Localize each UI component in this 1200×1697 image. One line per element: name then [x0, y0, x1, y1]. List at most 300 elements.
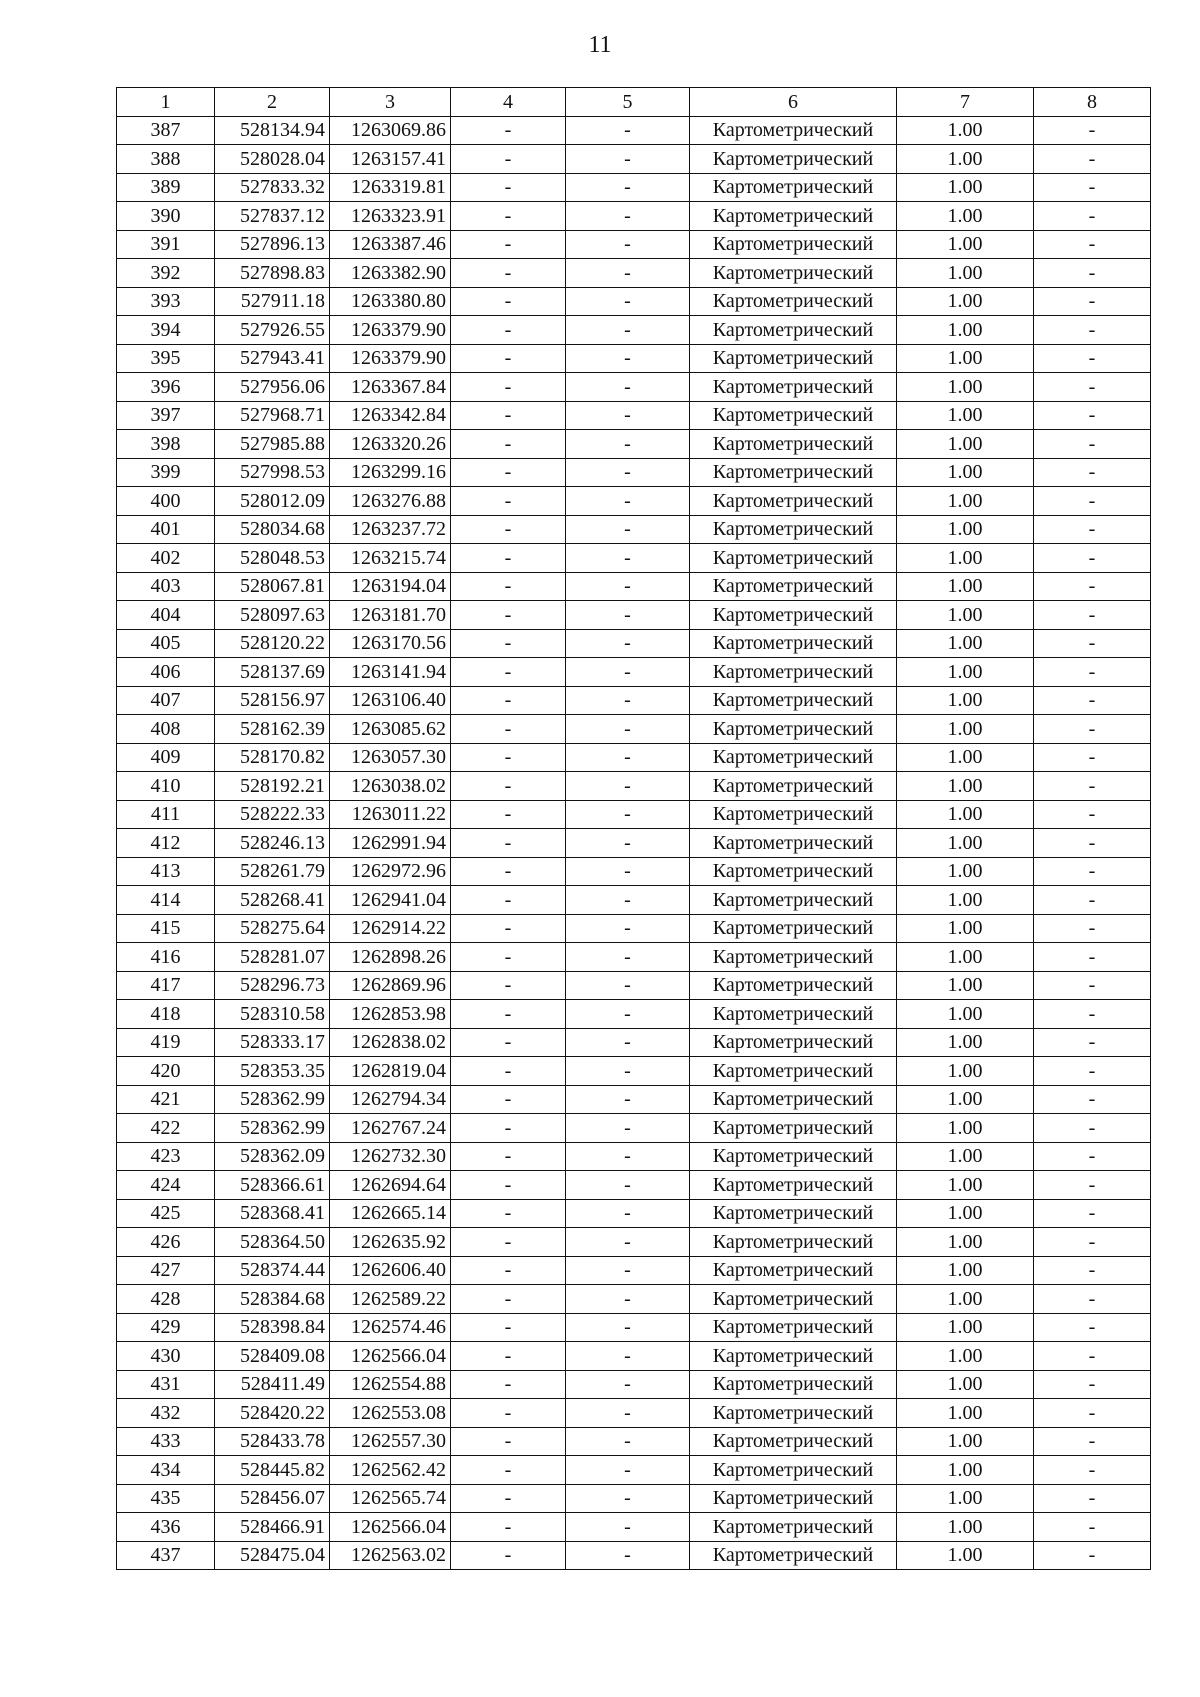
accuracy: 1.00	[897, 800, 1034, 829]
column-5-value: -	[566, 1000, 690, 1029]
accuracy: 1.00	[897, 202, 1034, 231]
coordinate-x: 528433.78	[215, 1427, 330, 1456]
coordinate-y: 1263323.91	[330, 202, 451, 231]
point-number: 416	[117, 943, 215, 972]
table-row	[117, 173, 1151, 202]
column-4-value: -	[451, 743, 566, 772]
table-row	[117, 116, 1151, 145]
column-4-value: -	[451, 1427, 566, 1456]
column-4-value: -	[451, 515, 566, 544]
point-number: 394	[117, 316, 215, 345]
column-5-value: -	[566, 1456, 690, 1485]
column-8-value: -	[1034, 1171, 1151, 1200]
column-header: 6	[690, 88, 897, 117]
method: Картометрический	[690, 1228, 897, 1257]
accuracy: 1.00	[897, 1171, 1034, 1200]
coordinate-x: 527998.53	[215, 458, 330, 487]
table-row	[117, 686, 1151, 715]
coordinate-x: 527896.13	[215, 230, 330, 259]
table-row	[117, 1370, 1151, 1399]
method: Картометрический	[690, 515, 897, 544]
point-number: 422	[117, 1114, 215, 1143]
accuracy: 1.00	[897, 1085, 1034, 1114]
column-header: 4	[451, 88, 566, 117]
coordinate-x: 528296.73	[215, 971, 330, 1000]
column-4-value: -	[451, 1484, 566, 1513]
accuracy: 1.00	[897, 1456, 1034, 1485]
column-8-value: -	[1034, 715, 1151, 744]
point-number: 395	[117, 344, 215, 373]
coordinate-y: 1263237.72	[330, 515, 451, 544]
column-8-value: -	[1034, 1142, 1151, 1171]
coordinate-y: 1262566.04	[330, 1513, 451, 1542]
column-8-value: -	[1034, 487, 1151, 516]
column-8-value: -	[1034, 173, 1151, 202]
column-8-value: -	[1034, 1114, 1151, 1143]
method: Картометрический	[690, 1399, 897, 1428]
coordinate-x: 528362.99	[215, 1114, 330, 1143]
column-4-value: -	[451, 287, 566, 316]
point-number: 407	[117, 686, 215, 715]
method: Картометрический	[690, 1085, 897, 1114]
column-8-value: -	[1034, 1342, 1151, 1371]
point-number: 428	[117, 1285, 215, 1314]
coordinate-y: 1262554.88	[330, 1370, 451, 1399]
table-row	[117, 1057, 1151, 1086]
column-5-value: -	[566, 1085, 690, 1114]
column-8-value: -	[1034, 287, 1151, 316]
column-5-value: -	[566, 1399, 690, 1428]
accuracy: 1.00	[897, 1199, 1034, 1228]
column-5-value: -	[566, 1285, 690, 1314]
accuracy: 1.00	[897, 173, 1034, 202]
column-5-value: -	[566, 971, 690, 1000]
column-5-value: -	[566, 515, 690, 544]
accuracy: 1.00	[897, 458, 1034, 487]
table-row	[117, 1285, 1151, 1314]
method: Картометрический	[690, 686, 897, 715]
coordinate-y: 1263011.22	[330, 800, 451, 829]
point-number: 410	[117, 772, 215, 801]
column-8-value: -	[1034, 1199, 1151, 1228]
column-8-value: -	[1034, 629, 1151, 658]
table-row	[117, 145, 1151, 174]
column-4-value: -	[451, 1456, 566, 1485]
table-row	[117, 1085, 1151, 1114]
coordinate-y: 1263057.30	[330, 743, 451, 772]
column-4-value: -	[451, 686, 566, 715]
coordinate-x: 528275.64	[215, 914, 330, 943]
column-8-value: -	[1034, 1028, 1151, 1057]
accuracy: 1.00	[897, 715, 1034, 744]
column-8-value: -	[1034, 259, 1151, 288]
accuracy: 1.00	[897, 401, 1034, 430]
column-4-value: -	[451, 886, 566, 915]
column-8-value: -	[1034, 1484, 1151, 1513]
accuracy: 1.00	[897, 572, 1034, 601]
coordinate-x: 527837.12	[215, 202, 330, 231]
column-4-value: -	[451, 1285, 566, 1314]
point-number: 389	[117, 173, 215, 202]
accuracy: 1.00	[897, 772, 1034, 801]
accuracy: 1.00	[897, 316, 1034, 345]
method: Картометрический	[690, 316, 897, 345]
coordinate-x: 528162.39	[215, 715, 330, 744]
point-number: 403	[117, 572, 215, 601]
column-5-value: -	[566, 943, 690, 972]
column-4-value: -	[451, 316, 566, 345]
column-5-value: -	[566, 743, 690, 772]
point-number: 434	[117, 1456, 215, 1485]
coordinate-x: 528475.04	[215, 1541, 330, 1570]
coordinate-y: 1262606.40	[330, 1256, 451, 1285]
column-4-value: -	[451, 772, 566, 801]
coordinate-y: 1262589.22	[330, 1285, 451, 1314]
coordinate-y: 1262853.98	[330, 1000, 451, 1029]
table-row	[117, 943, 1151, 972]
point-number: 418	[117, 1000, 215, 1029]
method: Картометрический	[690, 886, 897, 915]
accuracy: 1.00	[897, 515, 1034, 544]
method: Картометрический	[690, 715, 897, 744]
method: Картометрический	[690, 943, 897, 972]
column-4-value: -	[451, 1057, 566, 1086]
point-number: 431	[117, 1370, 215, 1399]
column-4-value: -	[451, 971, 566, 1000]
coordinate-x: 528366.61	[215, 1171, 330, 1200]
accuracy: 1.00	[897, 1228, 1034, 1257]
column-4-value: -	[451, 145, 566, 174]
point-number: 401	[117, 515, 215, 544]
coordinate-y: 1262838.02	[330, 1028, 451, 1057]
coordinate-x: 528368.41	[215, 1199, 330, 1228]
coordinate-y: 1262665.14	[330, 1199, 451, 1228]
accuracy: 1.00	[897, 230, 1034, 259]
coordinate-x: 527943.41	[215, 344, 330, 373]
accuracy: 1.00	[897, 259, 1034, 288]
coordinate-x: 528420.22	[215, 1399, 330, 1428]
point-number: 437	[117, 1541, 215, 1570]
table-row	[117, 572, 1151, 601]
table-row	[117, 1228, 1151, 1257]
coordinate-y: 1263069.86	[330, 116, 451, 145]
coordinate-x: 528097.63	[215, 601, 330, 630]
column-8-value: -	[1034, 686, 1151, 715]
accuracy: 1.00	[897, 487, 1034, 516]
coordinate-y: 1262767.24	[330, 1114, 451, 1143]
point-number: 411	[117, 800, 215, 829]
method: Картометрический	[690, 173, 897, 202]
column-header: 3	[330, 88, 451, 117]
column-8-value: -	[1034, 800, 1151, 829]
table-row	[117, 629, 1151, 658]
coordinate-y: 1263276.88	[330, 487, 451, 516]
column-8-value: -	[1034, 1000, 1151, 1029]
table-row	[117, 1199, 1151, 1228]
column-5-value: -	[566, 1370, 690, 1399]
table-row	[117, 1484, 1151, 1513]
table-row	[117, 401, 1151, 430]
accuracy: 1.00	[897, 544, 1034, 573]
method: Картометрический	[690, 1142, 897, 1171]
table-row	[117, 857, 1151, 886]
method: Картометрический	[690, 743, 897, 772]
column-5-value: -	[566, 1484, 690, 1513]
column-4-value: -	[451, 629, 566, 658]
point-number: 415	[117, 914, 215, 943]
coordinate-y: 1262898.26	[330, 943, 451, 972]
method: Картометрический	[690, 430, 897, 459]
coordinate-x: 527833.32	[215, 173, 330, 202]
column-8-value: -	[1034, 1456, 1151, 1485]
column-5-value: -	[566, 1228, 690, 1257]
column-4-value: -	[451, 1228, 566, 1257]
table-row	[117, 743, 1151, 772]
column-5-value: -	[566, 857, 690, 886]
column-5-value: -	[566, 259, 690, 288]
method: Картометрический	[690, 116, 897, 145]
column-header: 1	[117, 88, 215, 117]
column-header: 5	[566, 88, 690, 117]
table-row	[117, 1000, 1151, 1029]
column-5-value: -	[566, 202, 690, 231]
coordinate-y: 1262563.02	[330, 1541, 451, 1570]
coordinate-y: 1263379.90	[330, 344, 451, 373]
coordinate-x: 528456.07	[215, 1484, 330, 1513]
table-row	[117, 287, 1151, 316]
column-5-value: -	[566, 1199, 690, 1228]
column-5-value: -	[566, 800, 690, 829]
accuracy: 1.00	[897, 430, 1034, 459]
accuracy: 1.00	[897, 943, 1034, 972]
method: Картометрический	[690, 572, 897, 601]
column-header: 8	[1034, 88, 1151, 117]
column-8-value: -	[1034, 943, 1151, 972]
table-row	[117, 971, 1151, 1000]
table-row	[117, 202, 1151, 231]
point-number: 406	[117, 658, 215, 687]
point-number: 387	[117, 116, 215, 145]
method: Картометрический	[690, 1513, 897, 1542]
column-header: 2	[215, 88, 330, 117]
column-5-value: -	[566, 458, 690, 487]
accuracy: 1.00	[897, 373, 1034, 402]
table-row	[117, 829, 1151, 858]
method: Картометрический	[690, 971, 897, 1000]
coordinate-x: 528246.13	[215, 829, 330, 858]
coordinate-y: 1263106.40	[330, 686, 451, 715]
column-5-value: -	[566, 173, 690, 202]
column-8-value: -	[1034, 230, 1151, 259]
column-5-value: -	[566, 572, 690, 601]
method: Картометрический	[690, 145, 897, 174]
coordinate-y: 1263319.81	[330, 173, 451, 202]
column-8-value: -	[1034, 430, 1151, 459]
accuracy: 1.00	[897, 344, 1034, 373]
column-8-value: -	[1034, 1370, 1151, 1399]
table-row	[117, 515, 1151, 544]
accuracy: 1.00	[897, 971, 1034, 1000]
column-5-value: -	[566, 430, 690, 459]
coordinate-y: 1263387.46	[330, 230, 451, 259]
accuracy: 1.00	[897, 1142, 1034, 1171]
coordinate-x: 528445.82	[215, 1456, 330, 1485]
column-8-value: -	[1034, 914, 1151, 943]
column-4-value: -	[451, 1513, 566, 1542]
column-4-value: -	[451, 914, 566, 943]
table-row	[117, 458, 1151, 487]
coordinate-y: 1262635.92	[330, 1228, 451, 1257]
column-8-value: -	[1034, 1313, 1151, 1342]
column-5-value: -	[566, 116, 690, 145]
coordinate-x: 528034.68	[215, 515, 330, 544]
method: Картометрический	[690, 1342, 897, 1371]
point-number: 399	[117, 458, 215, 487]
column-5-value: -	[566, 1313, 690, 1342]
coordinate-x: 528268.41	[215, 886, 330, 915]
coordinate-x: 527926.55	[215, 316, 330, 345]
table-row	[117, 914, 1151, 943]
point-number: 423	[117, 1142, 215, 1171]
point-number: 409	[117, 743, 215, 772]
column-8-value: -	[1034, 1285, 1151, 1314]
table-row	[117, 1399, 1151, 1428]
method: Картометрический	[690, 373, 897, 402]
coordinate-y: 1263379.90	[330, 316, 451, 345]
point-number: 398	[117, 430, 215, 459]
column-8-value: -	[1034, 316, 1151, 345]
accuracy: 1.00	[897, 1285, 1034, 1314]
coordinate-y: 1262557.30	[330, 1427, 451, 1456]
table-row	[117, 1256, 1151, 1285]
column-8-value: -	[1034, 544, 1151, 573]
method: Картометрический	[690, 1171, 897, 1200]
method: Картометрический	[690, 487, 897, 516]
column-5-value: -	[566, 401, 690, 430]
column-8-value: -	[1034, 971, 1151, 1000]
column-4-value: -	[451, 458, 566, 487]
coordinate-y: 1263141.94	[330, 658, 451, 687]
column-8-value: -	[1034, 1228, 1151, 1257]
accuracy: 1.00	[897, 287, 1034, 316]
point-number: 427	[117, 1256, 215, 1285]
column-5-value: -	[566, 373, 690, 402]
column-5-value: -	[566, 1541, 690, 1570]
column-5-value: -	[566, 601, 690, 630]
coordinate-y: 1262991.94	[330, 829, 451, 858]
method: Картометрический	[690, 1456, 897, 1485]
coordinate-x: 528411.49	[215, 1370, 330, 1399]
table-row	[117, 601, 1151, 630]
column-8-value: -	[1034, 772, 1151, 801]
column-5-value: -	[566, 544, 690, 573]
column-4-value: -	[451, 116, 566, 145]
coordinate-y: 1262794.34	[330, 1085, 451, 1114]
coordinate-x: 528466.91	[215, 1513, 330, 1542]
accuracy: 1.00	[897, 629, 1034, 658]
column-8-value: -	[1034, 1427, 1151, 1456]
coordinate-x: 528028.04	[215, 145, 330, 174]
column-8-value: -	[1034, 1085, 1151, 1114]
point-number: 408	[117, 715, 215, 744]
method: Картометрический	[690, 544, 897, 573]
table-row	[117, 658, 1151, 687]
coordinate-y: 1263320.26	[330, 430, 451, 459]
column-5-value: -	[566, 886, 690, 915]
coordinate-x: 528364.50	[215, 1228, 330, 1257]
method: Картометрический	[690, 1000, 897, 1029]
method: Картометрический	[690, 1199, 897, 1228]
coordinate-x: 528067.81	[215, 572, 330, 601]
method: Картометрический	[690, 800, 897, 829]
column-8-value: -	[1034, 344, 1151, 373]
coordinate-y: 1262574.46	[330, 1313, 451, 1342]
column-4-value: -	[451, 1541, 566, 1570]
table-row	[117, 230, 1151, 259]
coordinate-x: 528384.68	[215, 1285, 330, 1314]
accuracy: 1.00	[897, 658, 1034, 687]
coordinate-y: 1263367.84	[330, 373, 451, 402]
coordinate-y: 1262972.96	[330, 857, 451, 886]
coordinate-y: 1262941.04	[330, 886, 451, 915]
point-number: 390	[117, 202, 215, 231]
accuracy: 1.00	[897, 1541, 1034, 1570]
coordinate-y: 1262694.64	[330, 1171, 451, 1200]
coordinate-x: 528398.84	[215, 1313, 330, 1342]
method: Картометрический	[690, 1370, 897, 1399]
column-8-value: -	[1034, 401, 1151, 430]
accuracy: 1.00	[897, 1370, 1034, 1399]
point-number: 414	[117, 886, 215, 915]
coordinate-x: 528362.99	[215, 1085, 330, 1114]
point-number: 388	[117, 145, 215, 174]
method: Картометрический	[690, 401, 897, 430]
coordinate-x: 528409.08	[215, 1342, 330, 1371]
column-8-value: -	[1034, 572, 1151, 601]
column-8-value: -	[1034, 886, 1151, 915]
column-8-value: -	[1034, 116, 1151, 145]
column-8-value: -	[1034, 202, 1151, 231]
column-4-value: -	[451, 1142, 566, 1171]
point-number: 420	[117, 1057, 215, 1086]
table-row	[117, 1028, 1151, 1057]
coordinate-x: 527898.83	[215, 259, 330, 288]
column-5-value: -	[566, 1142, 690, 1171]
point-number: 405	[117, 629, 215, 658]
accuracy: 1.00	[897, 743, 1034, 772]
table-row	[117, 316, 1151, 345]
coordinate-x: 528374.44	[215, 1256, 330, 1285]
coordinate-y: 1263382.90	[330, 259, 451, 288]
column-4-value: -	[451, 1370, 566, 1399]
column-8-value: -	[1034, 658, 1151, 687]
coordinate-y: 1262914.22	[330, 914, 451, 943]
column-8-value: -	[1034, 601, 1151, 630]
column-4-value: -	[451, 1028, 566, 1057]
point-number: 426	[117, 1228, 215, 1257]
column-4-value: -	[451, 800, 566, 829]
method: Картометрический	[690, 1057, 897, 1086]
coordinate-y: 1263085.62	[330, 715, 451, 744]
column-4-value: -	[451, 658, 566, 687]
column-5-value: -	[566, 1427, 690, 1456]
method: Картометрический	[690, 259, 897, 288]
column-5-value: -	[566, 1513, 690, 1542]
table-row	[117, 886, 1151, 915]
column-4-value: -	[451, 857, 566, 886]
accuracy: 1.00	[897, 1057, 1034, 1086]
coordinate-x: 527968.71	[215, 401, 330, 430]
